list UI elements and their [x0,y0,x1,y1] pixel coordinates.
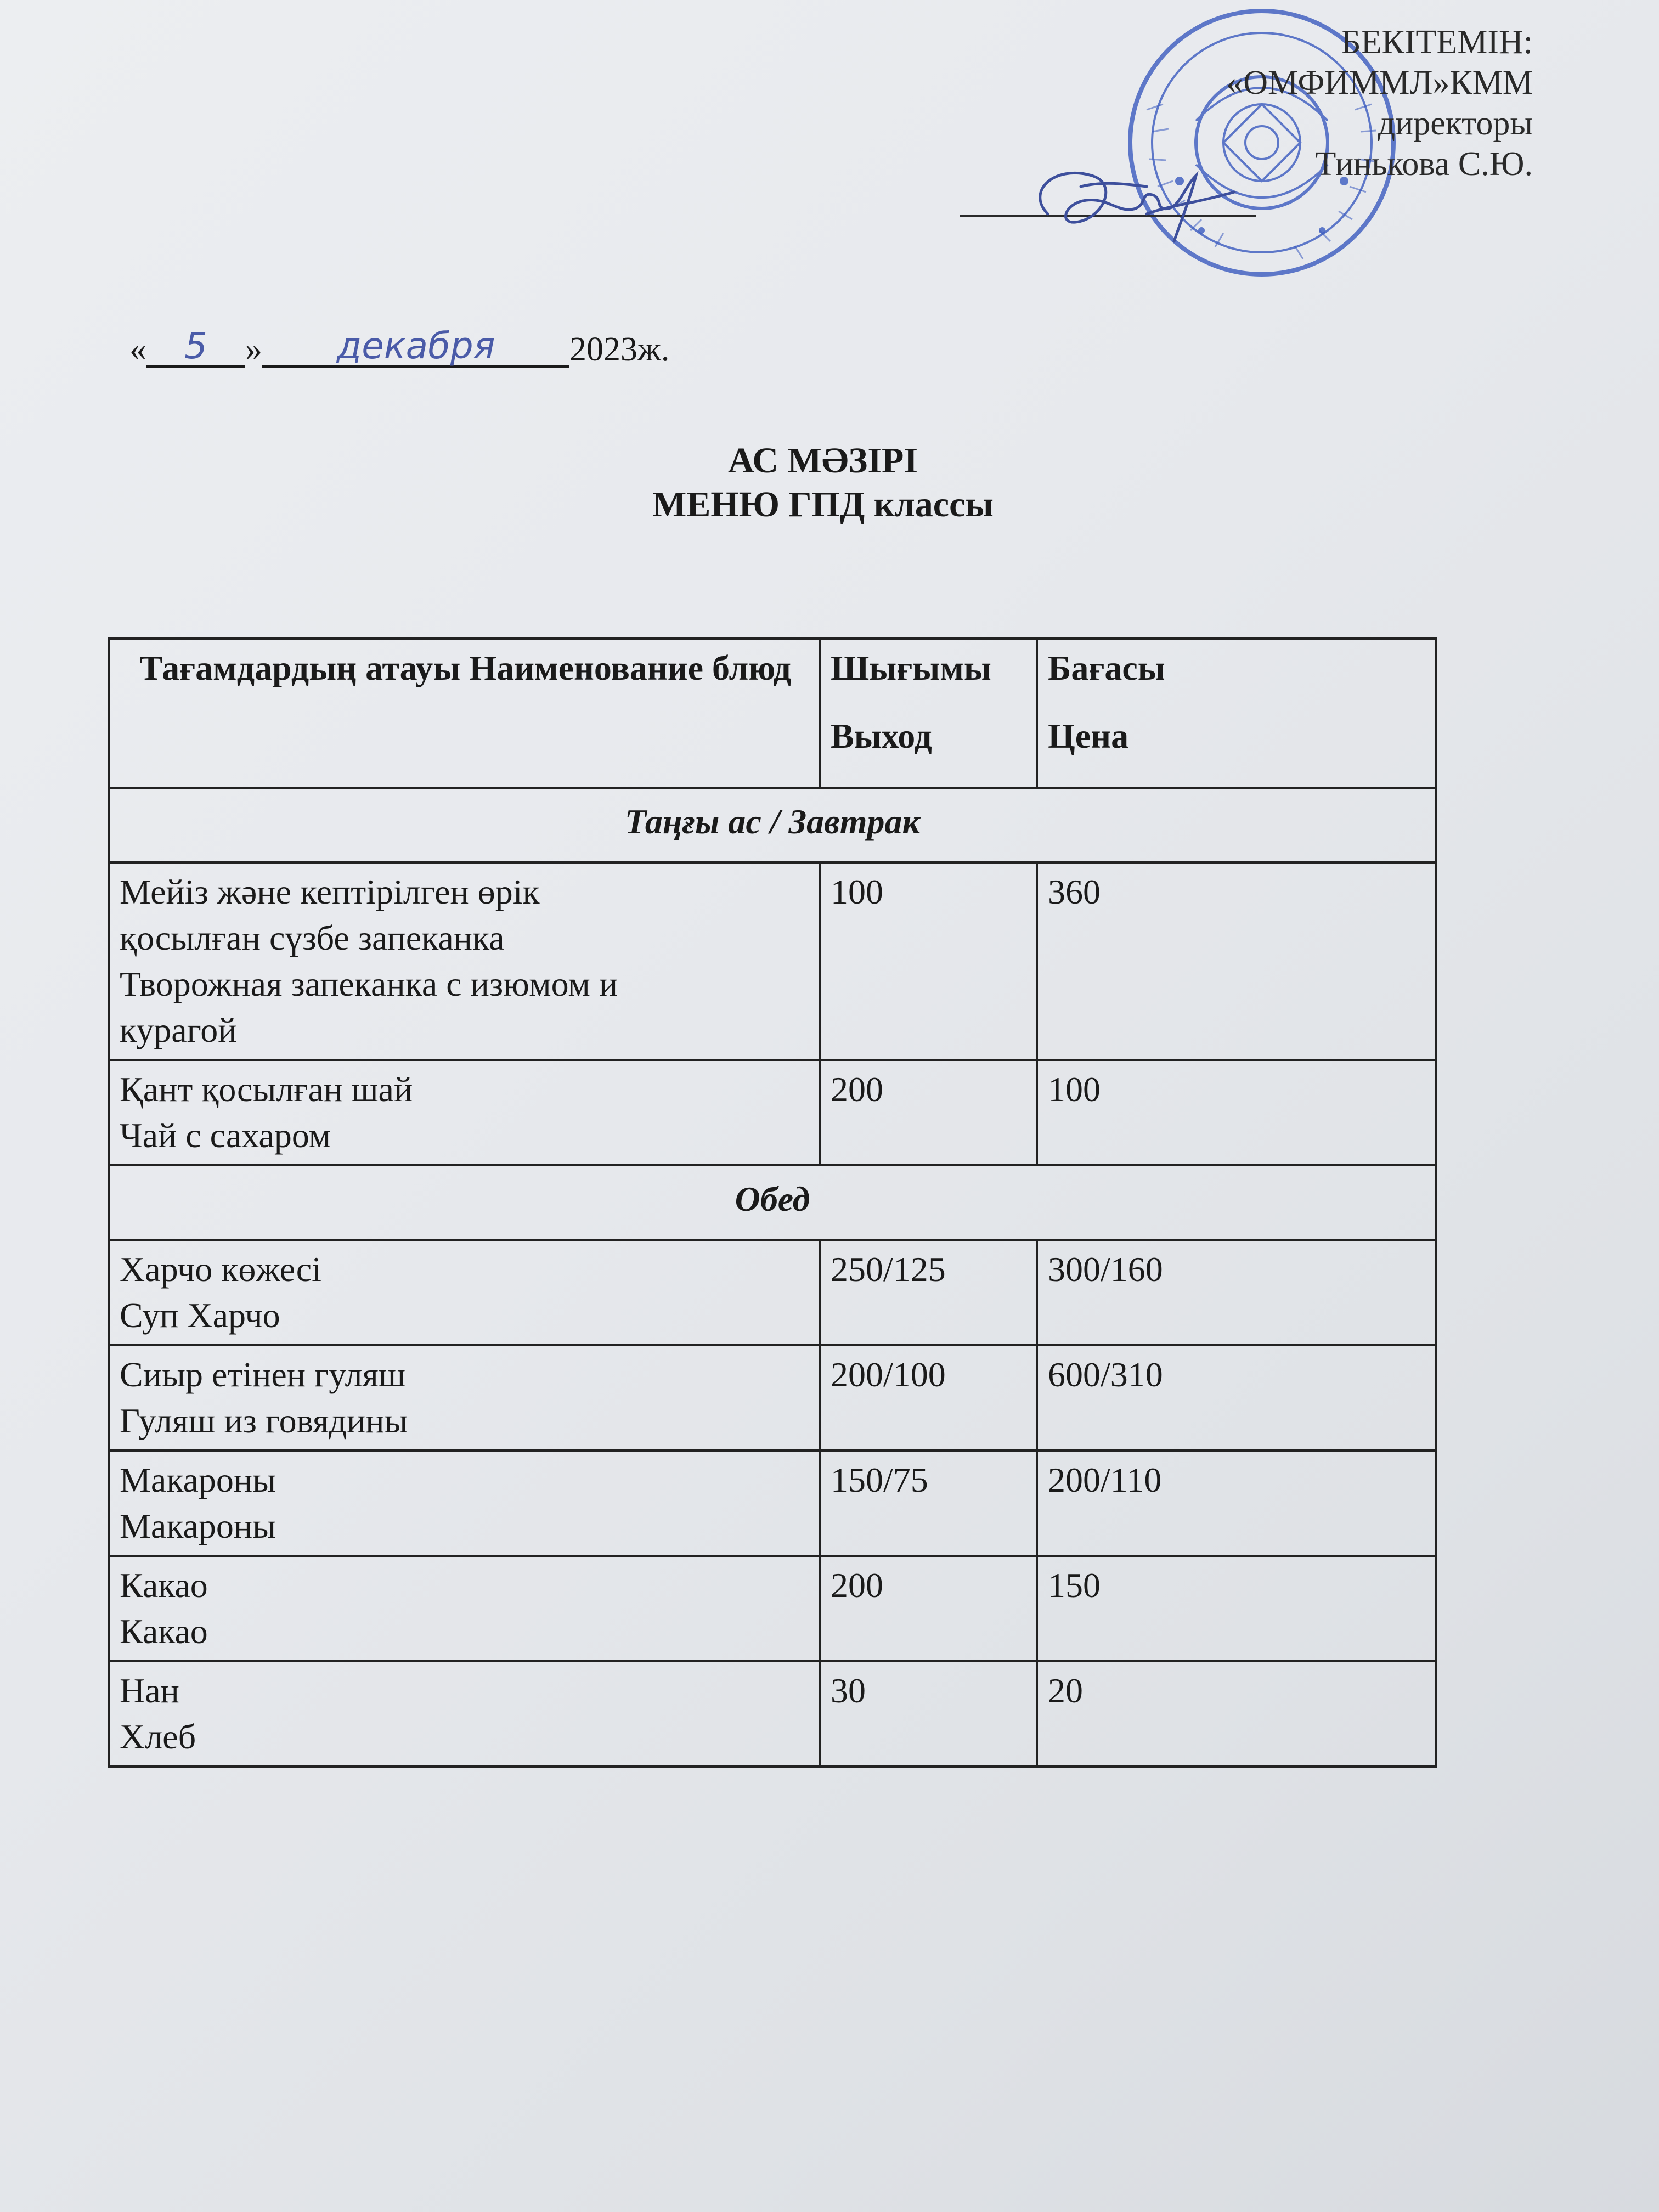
document-title-kz: АС МӘЗІРІ [727,441,918,481]
section-row-breakfast [109,788,1436,862]
column-header-name-ru: Наименование блюд [469,648,791,687]
table-header-row [109,639,1436,788]
dish-name-line: Сиыр етінен гуляш [120,1355,406,1394]
section-title-lunch: Обед [109,1165,1436,1240]
dish-name-cell [109,1661,820,1767]
dish-name-line: Макароны [120,1460,276,1499]
column-header-name-kz: Тағамдардың атауы [139,648,461,687]
column-header-price [1037,639,1436,788]
approval-block [1226,22,1533,184]
dish-name-line: Суп Харчо [120,1296,280,1335]
dish-price-cell: 200/110 [1037,1451,1436,1556]
dish-name-line: қосылған сүзбе запеканка [120,918,505,957]
dish-name-line: Харчо көжесі [120,1250,321,1289]
document-title-ru: МЕНЮ ГПД классы [652,484,994,524]
dish-output-cell: 150/75 [820,1451,1037,1556]
section-row-lunch [109,1165,1436,1240]
dish-output-cell: 200 [820,1556,1037,1661]
dish-price-cell: 300/160 [1037,1240,1436,1345]
dish-name-cell [109,1240,820,1345]
dish-output-cell: 200/100 [820,1345,1037,1451]
date-day: 5 [146,327,245,368]
column-header-output [820,639,1037,788]
dish-output-cell: 200 [820,1060,1037,1165]
dish-output-cell: 30 [820,1661,1037,1767]
dish-name-cell [109,1451,820,1556]
approval-position: директоры [1378,105,1533,142]
dish-price-cell: 150 [1037,1556,1436,1661]
date-open-quote: « [129,331,146,368]
dish-name-cell [109,1556,820,1661]
table-row [109,1345,1436,1451]
approval-director-name: Тинькова С.Ю. [1315,145,1533,183]
dish-name-cell [109,1060,820,1165]
date-close-quote: » [245,331,262,368]
table-row [109,1240,1436,1345]
director-signature-icon [1015,154,1245,252]
table-row [109,862,1436,1060]
dish-name-line: Чай с сахаром [120,1116,331,1155]
dish-name-cell [109,1345,820,1451]
approval-heading: БЕКІТЕМІН: [1341,24,1533,61]
date-year: 2023ж. [569,331,670,368]
dish-name-line: Макароны [120,1506,276,1545]
dish-name-line: Хлеб [120,1717,196,1756]
dish-name-line: Какао [120,1612,208,1651]
menu-table [108,637,1437,1768]
document-date [129,325,670,370]
dish-name-line: Творожная запеканка с изюмом и [120,964,618,1003]
table-row [109,1451,1436,1556]
dish-name-line: Мейіз және кептірілген өрік [120,872,540,911]
dish-output-cell: 100 [820,862,1037,1060]
dish-price-cell: 20 [1037,1661,1436,1767]
dish-price-cell: 100 [1037,1060,1436,1165]
table-row [109,1661,1436,1767]
dish-name-cell [109,862,820,1060]
dish-name-line: Какао [120,1566,208,1605]
dish-output-cell: 250/125 [820,1240,1037,1345]
dish-name-line: Қант қосылған шай [120,1070,413,1109]
dish-price-cell: 360 [1037,862,1436,1060]
approval-organization: «ОМФИММЛ»КММ [1226,64,1533,101]
column-header-name [109,639,820,788]
dish-price-cell: 600/310 [1037,1345,1436,1451]
column-header-price-kz: Бағасы [1048,648,1165,687]
column-header-output-kz: Шығымы [831,648,991,687]
dish-name-line: Нан [120,1671,179,1710]
table-row [109,1060,1436,1165]
dish-name-line: курагой [120,1011,237,1049]
column-header-price-ru: Цена [1048,716,1129,755]
dish-name-line: Гуляш из говядины [120,1401,408,1440]
column-header-output-ru: Выход [831,716,932,755]
table-row [109,1556,1436,1661]
date-month: декабря [262,327,569,368]
section-title-breakfast: Таңғы ас / Завтрак [109,788,1436,862]
